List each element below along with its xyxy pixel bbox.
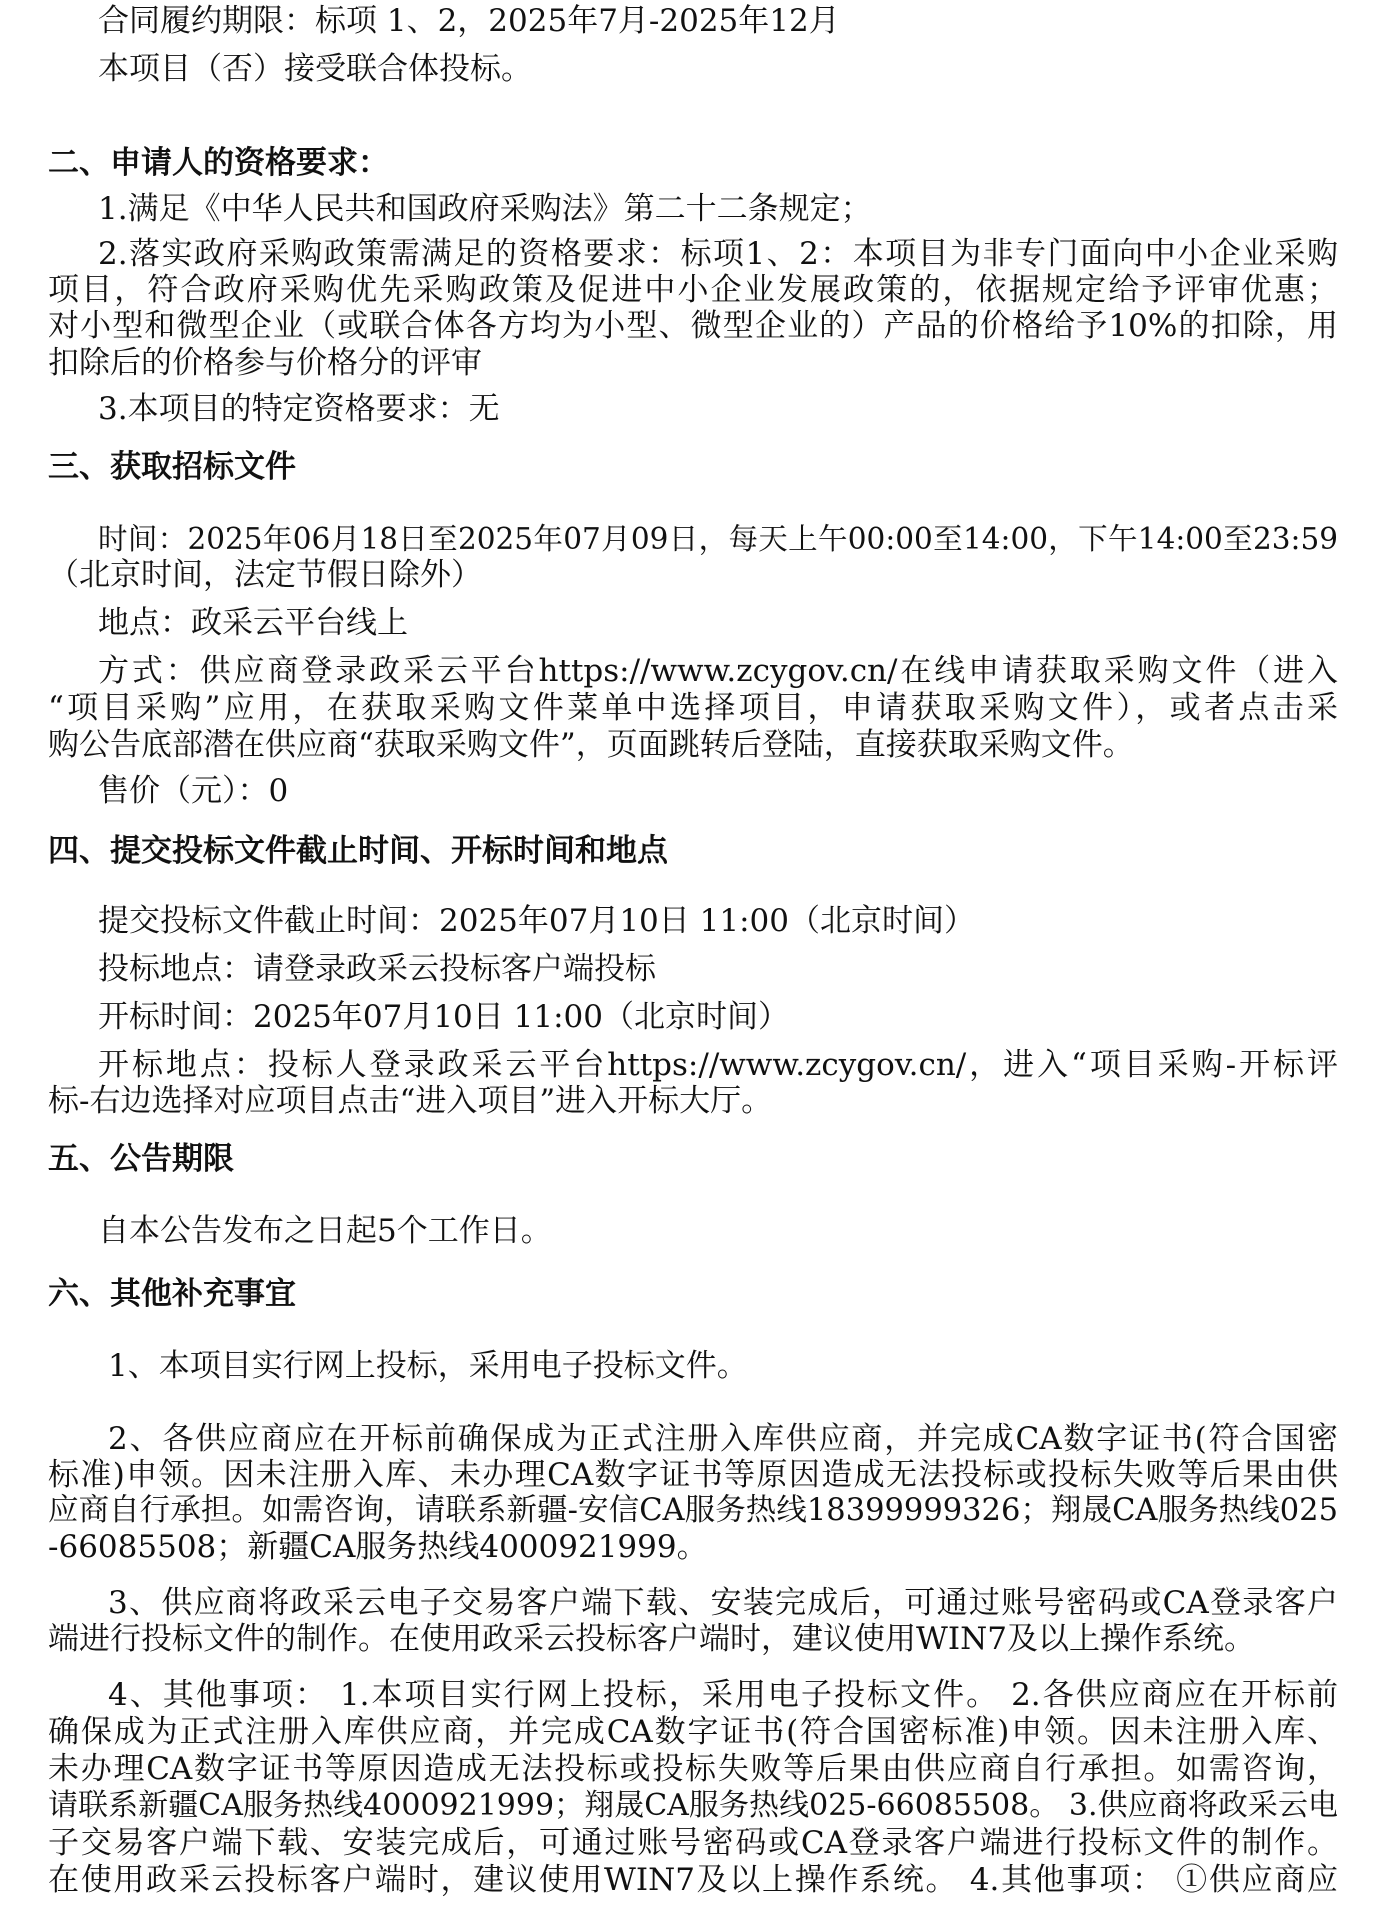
obtain-method-line-1: 方式：供应商登录政采云平台https://www.zcygov.cn/在线申请获取采购文件（进入 (98, 653, 1338, 689)
qualification-item-2-line-1: 2.落实政府采购政策需满足的资格要求：标项1、2：本项目为非专门面向中小企业采购 (98, 236, 1338, 272)
section-heading-announcement-period: 五、公告期限 (48, 1141, 234, 1177)
other-matter-2-line-4: -66085508；新疆CA服务热线4000921999。 (48, 1529, 708, 1565)
obtain-time-line-1: 时间：2025年06月18日至2025年07月09日，每天上午00:00至14:00，下午14:00至23:59 (98, 522, 1338, 556)
other-matter-1: 1、本项目实行网上投标，采用电子投标文件。 (108, 1348, 748, 1384)
announcement-period-text: 自本公告发布之日起5个工作日。 (98, 1213, 552, 1249)
submission-deadline: 提交投标文件截止时间：2025年07月10日 11:00（北京时间） (98, 903, 975, 939)
other-matter-3-line-1: 3、供应商将政采云电子交易客户端下载、安装完成后，可通过账号密码或CA登录客户 (108, 1585, 1338, 1621)
qualification-item-3: 3.本项目的特定资格要求：无 (98, 391, 500, 427)
qualification-item-2-line-4: 扣除后的价格参与价格分的评审 (48, 345, 482, 381)
obtain-method-line-3: 购公告底部潜在供应商“获取采购文件”，页面跳转后登陆，直接获取采购文件。 (48, 727, 1134, 763)
qualification-item-1: 1.满足《中华人民共和国政府采购法》第二十二条规定； (98, 191, 872, 227)
document-price: 售价（元）：0 (98, 773, 289, 809)
other-matter-4-line-1: 4、其他事项： 1.本项目实行网上投标，采用电子投标文件。 2.各供应商应在开标前 (108, 1677, 1338, 1713)
other-matter-4-line-4: 请联系新疆CA服务热线4000921999；翔晟CA服务热线025-66085508。 3.供应商将政采云电 (48, 1788, 1338, 1823)
other-matter-3-line-2: 端进行投标文件的制作。在使用政采云投标客户端时，建议使用WIN7及以上操作系统。 (48, 1621, 1255, 1657)
other-matter-4-line-3: 未办理CA数字证书等原因造成无法投标或投标失败等后果由供应商自行承担。如需咨询， (48, 1751, 1338, 1787)
other-matter-4-line-5: 子交易客户端下载、安装完成后，可通过账号密码或CA登录客户端进行投标文件的制作。 (48, 1825, 1338, 1861)
qualification-item-2-line-2: 项目，符合政府采购优先采购政策及促进中小企业发展政策的，依据规定给予评审优惠； (48, 272, 1338, 308)
other-matter-2-line-2: 标准)申领。因未注册入库、未办理CA数字证书等原因造成无法投标或投标失败等后果由供 (48, 1457, 1338, 1493)
opening-time: 开标时间：2025年07月10日 11:00（北京时间） (98, 999, 789, 1035)
section-heading-qualifications: 二、申请人的资格要求： (48, 145, 389, 181)
opening-place-line-2: 标-右边选择对应项目点击“进入项目”进入开标大厅。 (48, 1083, 773, 1119)
other-matter-4-line-2: 确保成为正式注册入库供应商，并完成CA数字证书(符合国密标准)申领。因未注册入库、 (48, 1714, 1338, 1750)
bid-place: 投标地点：请登录政采云投标客户端投标 (98, 951, 656, 987)
obtain-place: 地点：政采云平台线上 (98, 605, 408, 641)
joint-bid-line: 本项目（否）接受联合体投标。 (98, 51, 532, 87)
section-heading-deadline-opening: 四、提交投标文件截止时间、开标时间和地点 (48, 833, 668, 869)
qualification-item-2-line-3: 对小型和微型企业（或联合体各方均为小型、微型企业的）产品的价格给予10%的扣除，用 (48, 308, 1338, 344)
contract-period-line: 合同履约期限：标项 1、2，2025年7月-2025年12月 (98, 3, 840, 39)
other-matter-2-line-1: 2、各供应商应在开标前确保成为正式注册入库供应商，并完成CA数字证书(符合国密 (108, 1421, 1338, 1457)
section-heading-obtain-documents: 三、获取招标文件 (48, 449, 296, 485)
section-heading-other-matters: 六、其他补充事宜 (48, 1276, 296, 1312)
obtain-method-line-2: “项目采购”应用，在获取采购文件菜单中选择项目，申请获取采购文件），或者点击采 (48, 690, 1338, 726)
opening-place-line-1: 开标地点：投标人登录政采云平台https://www.zcygov.cn/，进入“项目采购-开标评 (98, 1047, 1338, 1083)
other-matter-2-line-3: 应商自行承担。如需咨询，请联系新疆-安信CA服务热线18399999326；翔晟CA服务热线025 (48, 1493, 1338, 1528)
obtain-time-line-2: （北京时间，法定节假日除外） (48, 557, 482, 593)
other-matter-4-line-6: 在使用政采云投标客户端时，建议使用WIN7及以上操作系统。 4.其他事项： ①供应商应 (48, 1862, 1338, 1898)
